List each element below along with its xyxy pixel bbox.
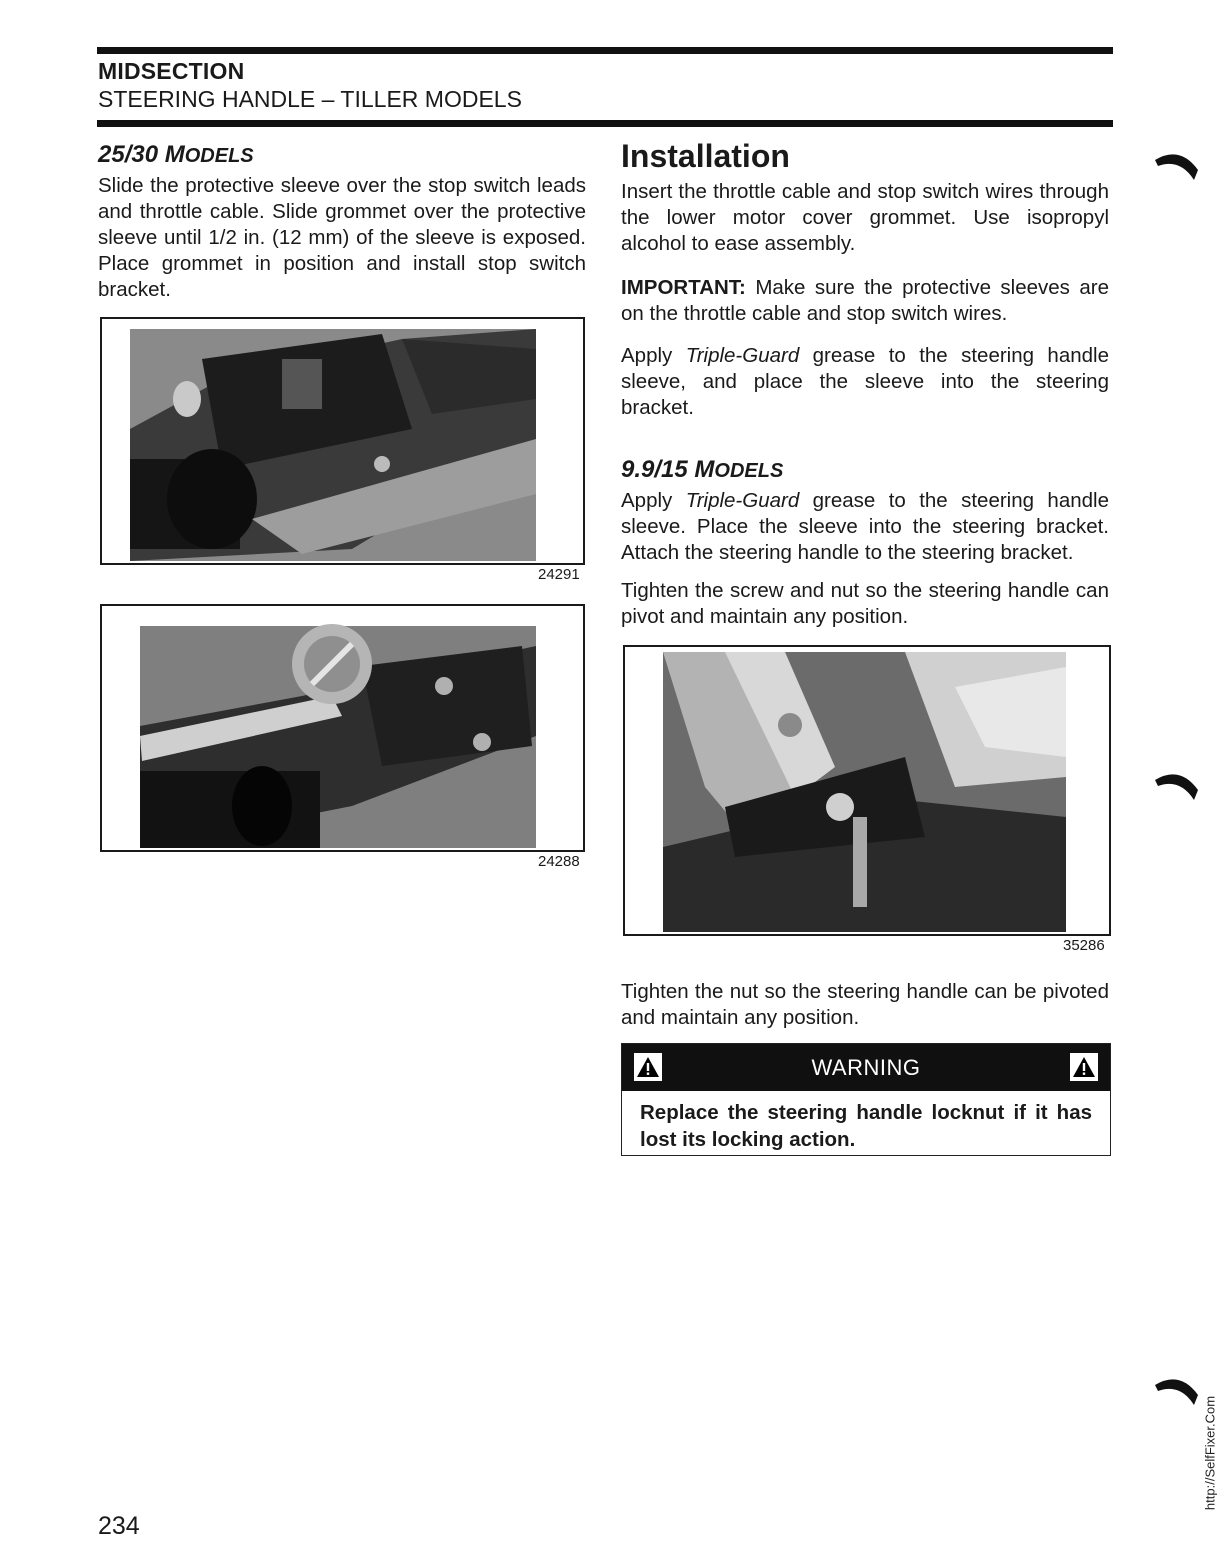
product-name: Triple-Guard bbox=[685, 489, 800, 512]
figure-steering-bracket-nut bbox=[623, 645, 1111, 936]
photo-steering-handle-wrench bbox=[102, 606, 583, 850]
subsection-title: STEERING HANDLE – TILLER MODELS bbox=[98, 86, 522, 112]
install-paragraph-1: Insert the throttle cable and stop switch wires through the lower motor cover grommet. Use isopropyl alcohol to ease assembly. bbox=[621, 180, 1109, 255]
install-paragraph-3: Apply Triple-Guard grease to the steering handle sleeve, and place the sleeve into the steering bracket. bbox=[621, 344, 1109, 419]
page-number: 234 bbox=[98, 1512, 140, 1540]
warning-text: Replace the steering handle locknut if it has lost its locking action. bbox=[640, 1101, 1092, 1151]
models-25-30-heading: 25/30 MODELS bbox=[98, 141, 254, 168]
figure-2-number: 24288 bbox=[538, 853, 580, 870]
important-label: IMPORTANT: bbox=[621, 276, 746, 299]
figure-stop-switch-bracket bbox=[100, 317, 585, 565]
figure-3-number: 35286 bbox=[1063, 937, 1105, 954]
photo-stop-switch-bracket bbox=[102, 319, 583, 563]
figure-steering-handle-wrench bbox=[100, 604, 585, 852]
install-paragraph-5: Tighten the screw and nut so the steering handle can pivot and maintain any position. bbox=[621, 579, 1109, 628]
install-paragraph-6: Tighten the nut so the steering handle can be pivoted and maintain any position. bbox=[621, 980, 1109, 1029]
warning-box bbox=[621, 1043, 1111, 1156]
header-top-rule bbox=[97, 47, 1113, 54]
figure-1-number: 24291 bbox=[538, 566, 580, 583]
installation-heading: Installation bbox=[621, 138, 790, 174]
binder-hole-mark bbox=[1150, 1365, 1210, 1425]
models-9-9-15-heading: 9.9/15 MODELS bbox=[621, 456, 784, 483]
important-text: Make sure the protective sleeves are on the throttle cable and stop switch wires. bbox=[621, 276, 1109, 325]
product-name: Triple-Guard bbox=[685, 344, 800, 367]
right-column-lower bbox=[621, 457, 1109, 630]
right-column-bottom bbox=[621, 979, 1109, 1031]
photo-steering-bracket-nut bbox=[625, 647, 1109, 934]
left-column bbox=[98, 142, 586, 303]
header-bottom-rule bbox=[97, 120, 1113, 127]
binder-hole-mark bbox=[1150, 140, 1210, 200]
side-watermark-url: http://SelfFixer.Com bbox=[1202, 1395, 1218, 1511]
install-paragraph-4: Apply Triple-Guard grease to the steering handle sleeve. Place the sleeve into the steering bracket. Attach the steering handle to the steering bracket. bbox=[621, 489, 1109, 564]
warning-triangle-icon bbox=[1070, 1053, 1098, 1081]
section-title: MIDSECTION bbox=[98, 58, 245, 84]
right-column-upper bbox=[621, 179, 1109, 421]
warning-header bbox=[622, 1044, 1110, 1091]
important-note bbox=[621, 275, 1109, 327]
binder-hole-mark bbox=[1150, 760, 1210, 820]
warning-title: WARNING bbox=[811, 1055, 921, 1080]
grommet-instructions: Slide the protective sleeve over the stop switch leads and throttle cable. Slide grommet over the protective sleeve until 1/2 in. (12 mm) of the sleeve is exposed. Place grommet in position and install stop switch bracket. bbox=[98, 174, 586, 301]
